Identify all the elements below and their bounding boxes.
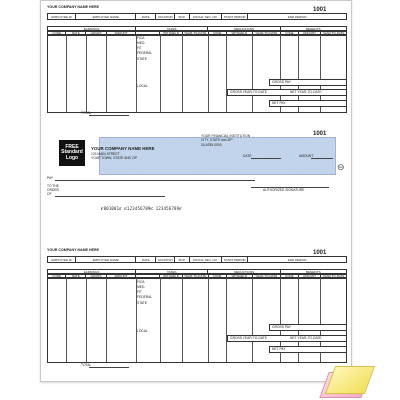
section-earnings: EARNINGS bbox=[48, 27, 136, 31]
subcol-withheld: WITHHELD bbox=[160, 31, 182, 35]
subcol-code: CODE bbox=[209, 31, 227, 35]
subcol-ytd: YEAR-TO-DATE bbox=[322, 31, 345, 35]
bank-city: CITY, STATE and ZIP bbox=[201, 138, 233, 142]
section-taxes: TAXES bbox=[136, 270, 208, 274]
subcol-ytd: YEAR-TO-DATE bbox=[253, 274, 281, 278]
subcol-amount: AMOUNT bbox=[299, 274, 321, 278]
signature-label: AUTHORIZED SIGNATURE bbox=[263, 188, 305, 192]
payroll-check-form bbox=[40, 0, 352, 382]
bank-name: YOUR FINANCIAL INSTITUTION bbox=[201, 134, 251, 138]
gross-ytd-label: GROSS YEAR-TO-DATE bbox=[230, 336, 268, 340]
logo-text-logo: Logo bbox=[65, 154, 79, 161]
padlock-icon: ⊖ bbox=[337, 162, 345, 172]
tax-local: LOCAL bbox=[137, 84, 148, 88]
yellow-copy-corner bbox=[325, 366, 375, 394]
check-company-name: YOUR COMPANY NAME HERE bbox=[91, 146, 155, 151]
stub-company-name: YOUR COMPANY NAME HERE bbox=[47, 5, 99, 9]
stub-header-row bbox=[47, 13, 347, 20]
gross-pay-label: GROSS PAY bbox=[272, 80, 291, 84]
section-earnings: EARNINGS bbox=[48, 270, 136, 274]
header-end-period: END PERIOD bbox=[287, 14, 307, 19]
check-address-line1: 123 MAIN STREET bbox=[91, 152, 120, 156]
logo-placeholder bbox=[59, 140, 85, 166]
section-benefits: BENEFITS bbox=[306, 27, 321, 31]
order-label: ORDER bbox=[47, 188, 59, 192]
tax-federal: FEDERAL bbox=[137, 51, 153, 55]
check-section bbox=[41, 123, 351, 203]
stub-company-name: YOUR COMPANY NAME HERE bbox=[47, 248, 99, 252]
check-address-line2: YOUR TOWN, STATE AND ZIP bbox=[91, 156, 138, 160]
tax-fica: FICA bbox=[137, 36, 145, 40]
net-pay-box bbox=[269, 346, 347, 353]
header-sick: SICK bbox=[175, 14, 190, 19]
tax-fit: FIT bbox=[137, 290, 142, 294]
net-pay-label: NET PAY bbox=[272, 101, 286, 105]
subcol-hours: HOURS bbox=[86, 274, 106, 278]
routing-fraction: 00-6789-0000 bbox=[201, 143, 222, 147]
total-label: TOTAL bbox=[81, 111, 92, 115]
of-label: OF bbox=[47, 192, 52, 196]
to-the-label: TO THE bbox=[47, 184, 59, 188]
total-label: TOTAL bbox=[81, 363, 92, 367]
header-employee-id: EMPLOYEE ID bbox=[48, 14, 76, 19]
gross-ytd-box bbox=[227, 335, 347, 342]
header-end-period: END PERIOD bbox=[287, 257, 307, 262]
subcol-ytd: YEAR-TO-DATE bbox=[183, 274, 209, 278]
gross-ytd-label: GROSS YEAR-TO-DATE bbox=[230, 90, 268, 94]
subcol-withheld: WITHHELD bbox=[227, 31, 253, 35]
subcol-amount: AMOUNT bbox=[107, 31, 137, 35]
tax-med: MED. bbox=[137, 41, 146, 45]
amount-label: AMOUNT bbox=[299, 154, 314, 158]
gross-ytd-box bbox=[227, 89, 347, 96]
gross-pay-label: GROSS PAY bbox=[272, 325, 291, 329]
tax-med: MED. bbox=[137, 285, 146, 289]
net-ytd-label: NET YEAR-TO-DATE bbox=[290, 336, 322, 340]
net-pay-box bbox=[269, 100, 347, 107]
subcol-code: CODE bbox=[209, 274, 227, 278]
gross-pay-box bbox=[269, 324, 347, 331]
section-taxes: TAXES bbox=[136, 27, 208, 31]
date-label: DATE bbox=[243, 154, 252, 158]
net-ytd-label: NET YEAR-TO-DATE bbox=[290, 90, 322, 94]
header-vacation: VACATION bbox=[156, 14, 175, 19]
header-sick: SICK bbox=[175, 257, 190, 262]
subcol-ytd: YEAR-TO-DATE bbox=[253, 31, 281, 35]
net-pay-label: NET PAY bbox=[272, 347, 286, 351]
section-deductions: DEDUCTIONS bbox=[208, 270, 280, 274]
pay-label: PAY bbox=[47, 176, 54, 180]
header-date: DATE bbox=[136, 14, 157, 19]
subcol-withheld: WITHHELD bbox=[160, 274, 182, 278]
section-deductions: DEDUCTIONS bbox=[208, 27, 280, 31]
subcol-code: CODE bbox=[48, 274, 66, 278]
logo-text-free: FREE bbox=[65, 144, 79, 151]
tax-federal: FEDERAL bbox=[137, 295, 153, 299]
header-employee-name: EMPLOYEE NAME bbox=[76, 257, 136, 262]
stub-check-number: 1001 bbox=[313, 250, 327, 256]
micr-line: ⑈001001⑈ ⑆123456789⑆ 123456789⑈ bbox=[101, 206, 182, 211]
gross-pay-box bbox=[269, 79, 347, 86]
subcol-rate: RATE bbox=[66, 274, 86, 278]
subcol-hours: HOURS bbox=[86, 31, 106, 35]
header-start-period: START PERIOD bbox=[222, 14, 248, 19]
stub-header-row bbox=[47, 256, 347, 263]
stub-check-number: 1001 bbox=[313, 7, 327, 13]
subcol-code: CODE bbox=[281, 31, 299, 35]
subcol-code: CODE bbox=[281, 274, 299, 278]
check-number: 1001 bbox=[313, 131, 327, 137]
subcol-ytd: YEAR-TO-DATE bbox=[322, 274, 345, 278]
section-benefits: BENEFITS bbox=[306, 270, 321, 274]
logo-text-standard: Standard bbox=[61, 149, 83, 156]
tax-state: STATE bbox=[137, 301, 148, 305]
header-employee-name: EMPLOYEE NAME bbox=[76, 14, 136, 19]
subcol-withheld: WITHHELD bbox=[227, 274, 253, 278]
tax-fit: FIT bbox=[137, 46, 142, 50]
tax-state: STATE bbox=[137, 57, 148, 61]
header-ssn: SOCIAL SEC. NO. bbox=[190, 257, 222, 262]
subcol-ytd: YEAR-TO-DATE bbox=[183, 31, 209, 35]
header-date: DATE bbox=[136, 257, 157, 262]
tax-fica: FICA bbox=[137, 280, 145, 284]
header-start-period: START PERIOD bbox=[222, 257, 248, 262]
header-employee-id: EMPLOYEE ID bbox=[48, 257, 76, 262]
subcol-rate: RATE bbox=[66, 31, 86, 35]
header-vacation: VACATION bbox=[156, 257, 175, 262]
subcol-amount: AMOUNT bbox=[107, 274, 137, 278]
subcol-code: CODE bbox=[48, 31, 66, 35]
subcol-amount: AMOUNT bbox=[299, 31, 321, 35]
header-ssn: SOCIAL SEC. NO. bbox=[190, 14, 222, 19]
tax-local: LOCAL bbox=[137, 329, 148, 333]
